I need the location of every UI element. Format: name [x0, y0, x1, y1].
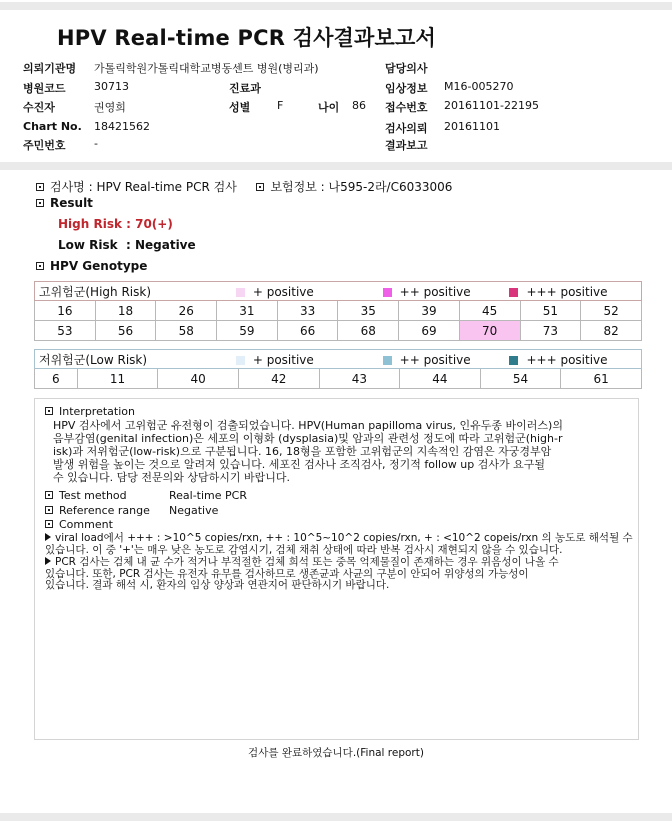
label-age: 나이	[318, 101, 340, 114]
report-title: HPV Real-time PCR 검사결과보고서	[57, 26, 436, 50]
bullet-icon	[45, 520, 53, 528]
genotype-cell-positive: 70	[459, 321, 520, 341]
genotype-cell: 53	[35, 321, 96, 341]
bullet-icon	[36, 199, 44, 207]
footer-status: 검사를 완료하였습니다.(Final report)	[248, 747, 424, 759]
genotype-cell: 82	[581, 321, 642, 341]
high-risk-table	[34, 281, 642, 341]
genotype-cell: 44	[400, 369, 481, 389]
genotype-cell: 73	[520, 321, 581, 341]
interp-line: 음부감염(genital infection)은 세포의 이형화 (dysplasia)및 암과의 관련성 정도에 따라 고위험군(high-r	[53, 432, 563, 445]
value-chart-no: 18421562	[94, 120, 150, 133]
low-legend-plus2: ++ positive	[399, 352, 471, 367]
high-risk-row-2	[35, 321, 642, 341]
comment-1	[45, 533, 637, 556]
high-risk-result: High Risk : 70(+)	[58, 217, 173, 231]
label-requester: 의뢰기관명	[23, 62, 77, 75]
label-doctor: 담당의사	[385, 62, 428, 75]
arrow-bullet-icon	[45, 557, 51, 565]
value-requester: 가톨릭학원가톨릭대학교병동센트 병원(병리과)	[94, 62, 319, 75]
test-method-label: Test method	[59, 489, 127, 502]
low-risk-row	[35, 369, 642, 389]
high-legend-plus3: +++ positive	[526, 284, 608, 299]
low-legend-plus: + positive	[252, 352, 314, 367]
genotype-cell: 18	[95, 301, 156, 321]
interpretation-heading-line	[45, 405, 135, 418]
genotype-cell: 66	[277, 321, 338, 341]
bullet-icon	[36, 183, 44, 191]
genotype-cell: 6	[35, 369, 78, 389]
genotype-cell: 35	[338, 301, 399, 321]
label-receipt-no: 접수번호	[385, 101, 428, 114]
genotype-cell: 59	[217, 321, 278, 341]
bullet-icon	[36, 262, 44, 270]
reference-label: Reference range	[59, 504, 150, 517]
genotype-cell: 43	[319, 369, 400, 389]
genotype-cell: 58	[156, 321, 217, 341]
genotype-cell: 68	[338, 321, 399, 341]
plus3-swatch-icon	[509, 288, 518, 297]
comment-heading-line	[45, 518, 113, 531]
genotype-cell: 61	[561, 369, 642, 389]
label-hospital-code: 병원코드	[23, 82, 66, 95]
result-heading: Result	[50, 196, 93, 210]
high-risk-label: 고위험군(High Risk)	[39, 284, 151, 299]
genotype-cell: 42	[238, 369, 319, 389]
insurance-info: 보험정보 : 나595-2라/C6033006	[270, 180, 453, 194]
value-request-date: 20161101	[444, 120, 500, 133]
genotype-cell: 33	[277, 301, 338, 321]
label-report-date: 결과보고	[385, 139, 428, 152]
interp-line: isk)과 저위험군(low-risk)으로 구분됩니다. 16, 18형을 포함한 고위험군의 지속적인 감염은 자궁경부암	[53, 445, 552, 458]
bullet-icon	[45, 491, 53, 499]
reference-value: Negative	[169, 504, 219, 517]
low-risk-table	[34, 349, 642, 389]
label-clinical-info: 임상정보	[385, 82, 428, 95]
test-method-value: Real-time PCR	[169, 489, 247, 502]
value-hospital-code: 30713	[94, 80, 129, 93]
bullet-icon	[45, 407, 53, 415]
plus-swatch-icon	[236, 288, 245, 297]
result-heading-line	[36, 196, 93, 210]
plus2-swatch-icon	[383, 288, 392, 297]
label-patient: 수진자	[23, 101, 55, 114]
bullet-icon	[45, 506, 53, 514]
genotype-cell: 31	[217, 301, 278, 321]
value-sex: F	[277, 99, 284, 112]
low-risk-label: 저위험군(Low Risk)	[39, 352, 148, 367]
low-risk-result: Low Risk : Negative	[58, 238, 196, 252]
genotype-heading-line	[36, 259, 147, 273]
label-chart-no: Chart No.	[23, 120, 82, 133]
value-resident-no: -	[94, 137, 98, 150]
genotype-cell: 26	[156, 301, 217, 321]
value-clinical-info: M16-005270	[444, 80, 514, 93]
bullet-icon	[256, 183, 264, 191]
interpretation-box	[34, 398, 639, 740]
bottom-band	[0, 813, 672, 821]
value-receipt-no: 20161101-22195	[444, 99, 539, 112]
genotype-cell: 45	[459, 301, 520, 321]
plus-swatch-icon	[236, 356, 245, 365]
comment-line: 있습니다. 결과 해석 시, 환자의 임상 양상과 연관지어 판단하시기 바랍니다.	[45, 579, 390, 591]
low-legend-plus3: +++ positive	[526, 352, 608, 367]
test-name: 검사명 : HPV Real-time PCR 검사	[50, 180, 237, 194]
comment-line: 있습니다. 또한, PCR 검사는 유전자 유무를 검사하므로 생존균과 사균의 구분이 안되어 위양성의 가능성이	[45, 567, 529, 580]
interp-line: 발생 위험을 높이는 것으로 알려져 있습니다. 세포진 검사나 조직검사, 정기적 follow up 검사가 요구될	[53, 458, 546, 471]
comment-2	[45, 557, 637, 592]
value-patient: 권영희	[94, 101, 126, 114]
value-age: 86	[352, 99, 366, 112]
comment-label: Comment	[59, 518, 113, 531]
genotype-heading: HPV Genotype	[50, 259, 148, 273]
reference-line	[45, 504, 218, 517]
plus3-swatch-icon	[509, 356, 518, 365]
genotype-cell: 69	[399, 321, 460, 341]
high-legend-plus2: ++ positive	[399, 284, 471, 299]
interpretation-heading: Interpretation	[59, 405, 135, 418]
genotype-cell: 54	[480, 369, 561, 389]
genotype-cell: 16	[35, 301, 96, 321]
label-department: 진료과	[229, 82, 261, 95]
high-risk-row-1	[35, 301, 642, 321]
genotype-cell: 40	[158, 369, 239, 389]
label-sex: 성별	[229, 101, 251, 114]
genotype-cell: 39	[399, 301, 460, 321]
test-name-line	[36, 178, 452, 195]
interp-line: HPV 검사에서 고위험군 유전형이 검출되었습니다. HPV(Human papilloma virus, 인유두종 바이러스)의	[53, 419, 563, 432]
test-method-line	[45, 489, 247, 502]
interpretation-text	[53, 419, 638, 484]
genotype-cell: 51	[520, 301, 581, 321]
comment-line: PCR 검사는 검체 내 균 수가 적거나 부적절한 검체 희석 또는 중목 억제물질이 존재하는 경우 위음성이 나올 수	[55, 556, 559, 568]
genotype-cell: 52	[581, 301, 642, 321]
top-band	[0, 2, 672, 10]
label-request-date: 검사의뢰	[385, 122, 428, 135]
genotype-cell: 11	[77, 369, 158, 389]
label-resident-no: 주민번호	[23, 139, 66, 152]
divider-band	[0, 162, 672, 170]
comment-line: viral load에서 +++ : >10^5 copies/rxn, ++ : 10^5~10^2 copies/rxn, + : <10^2 copeis/rxn 의 농도로 해석될 수	[55, 532, 633, 544]
plus2-swatch-icon	[383, 356, 392, 365]
genotype-cell: 56	[95, 321, 156, 341]
interp-line: 수 있습니다. 담당 전문의와 상담하시기 바랍니다.	[53, 471, 290, 484]
high-legend-plus: + positive	[252, 284, 314, 299]
arrow-bullet-icon	[45, 533, 51, 541]
comment-line: 있습니다. 이 중 '+'는 매우 낮은 농도로 감염시기, 검체 채취 상태에 따라 반복 검사시 재현되지 않을 수 있습니다.	[45, 543, 563, 556]
